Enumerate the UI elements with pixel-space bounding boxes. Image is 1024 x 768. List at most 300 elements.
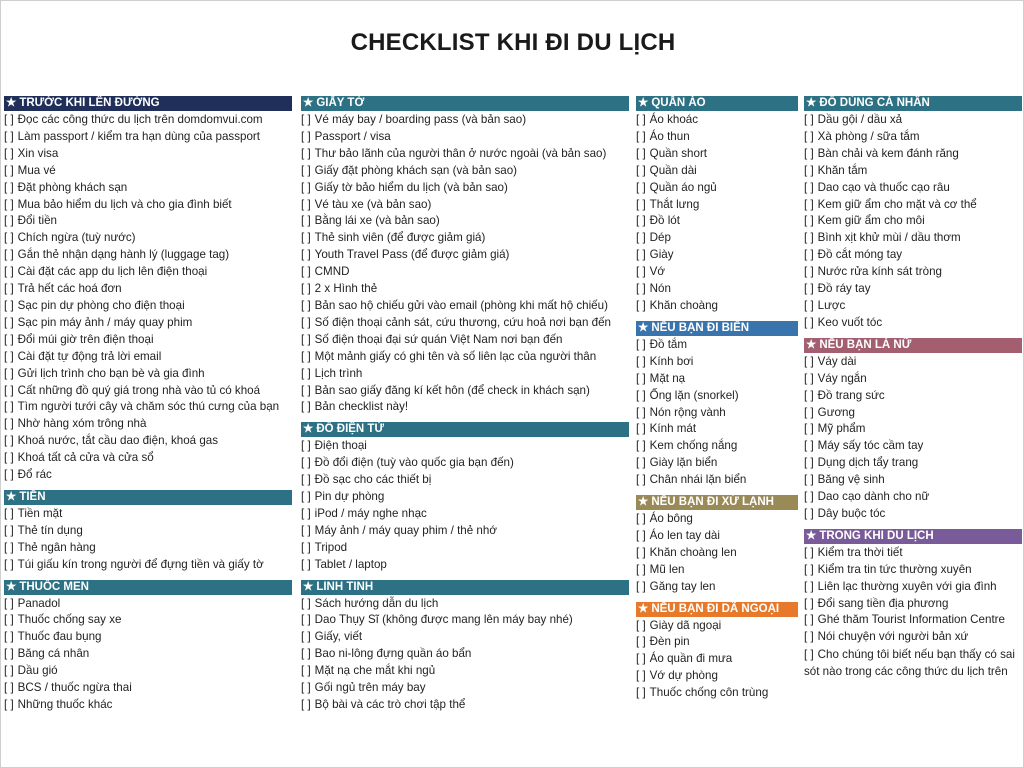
checkbox-icon[interactable]: [ ] [4, 630, 14, 644]
checklist-item[interactable] [301, 697, 629, 714]
checkbox-icon[interactable]: [ ] [636, 545, 646, 559]
checklist [4, 506, 292, 574]
star-icon: ★ [303, 580, 314, 593]
checkbox-icon[interactable]: [ ] [804, 422, 814, 436]
checkbox-icon[interactable]: [ ] [301, 113, 311, 126]
checkbox-icon[interactable]: [ ] [301, 647, 311, 661]
checklist-item[interactable] [804, 281, 1022, 298]
checkbox-icon[interactable]: [ ] [804, 579, 814, 593]
checklist-item[interactable] [804, 646, 1022, 680]
checklist-item[interactable] [4, 523, 292, 540]
section-title: THUỐC MEN [19, 580, 89, 593]
checklist-item[interactable] [301, 399, 629, 416]
checklist-item-label: Đồ sạc cho các thiết bị [314, 473, 432, 487]
checklist-item[interactable] [301, 506, 629, 523]
checklist-item[interactable] [301, 366, 629, 383]
checklist-item[interactable] [4, 112, 292, 129]
checkbox-icon[interactable]: [ ] [636, 422, 646, 436]
checklist-item[interactable] [804, 298, 1022, 315]
checkbox-icon[interactable]: [ ] [804, 248, 814, 262]
checkbox-icon[interactable]: [ ] [804, 506, 814, 520]
checklist-item[interactable] [301, 163, 629, 180]
checklist-item[interactable] [4, 506, 292, 523]
checkbox-icon[interactable]: [ ] [4, 400, 14, 414]
checkbox-icon[interactable]: [ ] [4, 129, 14, 143]
checklist-item[interactable] [4, 213, 292, 230]
checklist-item[interactable] [804, 579, 1022, 596]
checkbox-icon[interactable]: [ ] [804, 354, 814, 368]
checkbox-icon[interactable]: [ ] [4, 265, 14, 279]
checkbox-icon[interactable]: [ ] [804, 613, 814, 627]
checklist-item[interactable] [301, 315, 629, 332]
checkbox-icon[interactable]: [ ] [4, 383, 14, 397]
checklist-item[interactable] [4, 281, 292, 298]
section-header [636, 495, 798, 510]
section-header [301, 96, 629, 111]
checklist-item-label: Đồ đổi điện (tuỳ vào quốc gia bạn đến) [314, 456, 514, 470]
section-title: ĐỒ DÙNG CÁ NHÂN [819, 97, 930, 109]
checkbox-icon[interactable]: [ ] [804, 490, 814, 504]
checklist [4, 596, 292, 714]
checkbox-icon[interactable]: [ ] [636, 686, 646, 700]
checkbox-icon[interactable]: [ ] [636, 248, 646, 262]
checklist-item-label: Cho chúng tôi biết nếu bạn thấy có sai sót nào trong các công thức du lịch trên [804, 648, 1015, 679]
section-title: GIẤY TỜ [316, 97, 365, 109]
checklist-item[interactable] [636, 354, 798, 371]
checklist-item[interactable] [636, 213, 798, 230]
checkbox-icon[interactable]: [ ] [4, 248, 14, 262]
checklist-item[interactable] [301, 383, 629, 400]
checkbox-icon[interactable]: [ ] [636, 405, 646, 419]
checklist-item[interactable] [301, 230, 629, 247]
checkbox-icon[interactable]: [ ] [301, 180, 311, 194]
checklist-item[interactable] [4, 680, 292, 697]
checklist-item-label: Sạc pin máy ảnh / máy quay phim [17, 315, 193, 329]
checklist-item[interactable] [301, 612, 629, 629]
checkbox-icon[interactable]: [ ] [804, 113, 814, 126]
checklist-item[interactable] [804, 197, 1022, 214]
checklist-item[interactable] [636, 472, 798, 489]
checklist-item[interactable] [4, 264, 292, 281]
checklist-item[interactable] [4, 467, 292, 484]
checklist-item[interactable] [636, 230, 798, 247]
checklist-item[interactable] [301, 146, 629, 163]
checkbox-icon[interactable]: [ ] [4, 434, 14, 448]
checklist-item-label: Giấy tờ bảo hiểm du lịch (và bản sao) [314, 180, 508, 194]
checkbox-icon[interactable]: [ ] [4, 451, 14, 465]
checklist-item[interactable] [804, 112, 1022, 129]
checklist-item[interactable] [4, 315, 292, 332]
checklist-item-label: Găng tay len [649, 579, 716, 593]
checkbox-icon[interactable]: [ ] [301, 214, 311, 228]
checkbox-icon[interactable]: [ ] [301, 163, 311, 177]
checkbox-icon[interactable]: [ ] [4, 523, 14, 537]
checklist-item-label: Thẻ tín dụng [17, 523, 83, 537]
checklist-item-label: Đổ rác [17, 468, 52, 482]
checklist-item[interactable] [636, 180, 798, 197]
checkbox-icon[interactable]: [ ] [804, 315, 814, 329]
checklist-item[interactable] [301, 557, 629, 574]
checklist-item[interactable] [804, 455, 1022, 472]
checkbox-icon[interactable]: [ ] [4, 468, 14, 482]
checklist-item-label: Trả hết các hoá đơn [17, 282, 122, 296]
checklist-item[interactable] [4, 663, 292, 680]
checklist-item[interactable] [804, 354, 1022, 371]
checkbox-icon[interactable]: [ ] [636, 456, 646, 470]
checklist-item[interactable] [4, 383, 292, 400]
checkbox-icon[interactable]: [ ] [4, 197, 14, 211]
star-icon: ★ [638, 97, 649, 109]
checklist-item[interactable] [804, 489, 1022, 506]
checkbox-icon[interactable]: [ ] [4, 681, 14, 695]
checklist-item[interactable] [4, 332, 292, 349]
checklist-item[interactable] [804, 612, 1022, 629]
checklist-item-label: Kính mát [649, 422, 697, 436]
checklist-item[interactable] [4, 230, 292, 247]
checklist-item[interactable] [4, 433, 292, 450]
checklist-item[interactable] [804, 596, 1022, 613]
checkbox-icon[interactable]: [ ] [4, 146, 14, 160]
checklist-item[interactable] [4, 612, 292, 629]
checklist-item-label: Dầu gió [17, 664, 58, 678]
checkbox-icon[interactable]: [ ] [804, 456, 814, 470]
checkbox-icon[interactable]: [ ] [804, 405, 814, 419]
section-header [636, 602, 798, 617]
checkbox-icon[interactable]: [ ] [4, 231, 14, 245]
checkbox-icon[interactable]: [ ] [636, 337, 646, 351]
checklist-item[interactable] [4, 163, 292, 180]
checklist-item-label: Những thuốc khác [17, 698, 113, 711]
checklist-item[interactable] [636, 651, 798, 668]
checkbox-icon[interactable]: [ ] [301, 231, 311, 245]
checkbox-icon[interactable]: [ ] [301, 315, 311, 329]
checkbox-icon[interactable]: [ ] [301, 248, 311, 262]
checkbox-icon[interactable]: [ ] [804, 163, 814, 177]
checkbox-icon[interactable]: [ ] [636, 388, 646, 402]
checkbox-icon[interactable]: [ ] [804, 265, 814, 279]
checkbox-icon[interactable]: [ ] [301, 664, 311, 678]
checklist-item[interactable] [301, 180, 629, 197]
checkbox-icon[interactable]: [ ] [636, 214, 646, 228]
checklist-item[interactable] [636, 337, 798, 354]
checklist-item[interactable] [804, 264, 1022, 281]
checkbox-icon[interactable]: [ ] [804, 129, 814, 143]
checklist-item[interactable] [804, 163, 1022, 180]
checklist-item[interactable] [636, 421, 798, 438]
checklist-item-label: Nói chuyện với người bản xứ [817, 630, 969, 644]
checklist-item[interactable] [636, 685, 798, 702]
checkbox-icon[interactable]: [ ] [301, 265, 311, 279]
checkbox-icon[interactable]: [ ] [804, 562, 814, 576]
checkbox-icon[interactable]: [ ] [4, 113, 14, 126]
checkbox-icon[interactable]: [ ] [4, 315, 14, 329]
checkbox-icon[interactable]: [ ] [636, 652, 646, 666]
checklist-item[interactable] [4, 197, 292, 214]
checklist-item[interactable] [804, 371, 1022, 388]
checklist-item[interactable] [4, 629, 292, 646]
checkbox-icon[interactable]: [ ] [804, 596, 814, 610]
checkbox-icon[interactable]: [ ] [301, 630, 311, 644]
checklist-item[interactable] [301, 332, 629, 349]
star-icon: ★ [806, 97, 817, 109]
checklist-item[interactable] [804, 213, 1022, 230]
checklist-item[interactable] [636, 247, 798, 264]
checklist-item[interactable] [804, 421, 1022, 438]
checkbox-icon[interactable]: [ ] [4, 506, 14, 520]
checkbox-icon[interactable]: [ ] [301, 400, 311, 414]
column-3 [636, 96, 798, 708]
checkbox-icon[interactable]: [ ] [4, 596, 14, 610]
checkbox-icon[interactable]: [ ] [636, 562, 646, 576]
checkbox-icon[interactable]: [ ] [4, 664, 14, 678]
checkbox-icon[interactable]: [ ] [4, 366, 14, 380]
checkbox-icon[interactable]: [ ] [636, 528, 646, 542]
checkbox-icon[interactable]: [ ] [636, 163, 646, 177]
checkbox-icon[interactable]: [ ] [301, 366, 311, 380]
checklist-item[interactable] [804, 129, 1022, 146]
checkbox-icon[interactable]: [ ] [301, 146, 311, 160]
checklist-item[interactable] [301, 281, 629, 298]
checklist-item[interactable] [804, 247, 1022, 264]
checklist-item[interactable] [301, 438, 629, 455]
checkbox-icon[interactable]: [ ] [4, 540, 14, 554]
checkbox-icon[interactable]: [ ] [804, 197, 814, 211]
checklist-item[interactable] [636, 528, 798, 545]
checklist-item[interactable] [636, 371, 798, 388]
checkbox-icon[interactable]: [ ] [636, 371, 646, 385]
checklist-item-label: Váy dài [817, 354, 857, 368]
checklist-item[interactable] [636, 405, 798, 422]
checklist-item[interactable] [4, 349, 292, 366]
checkbox-icon[interactable]: [ ] [301, 473, 311, 487]
checklist-item[interactable] [804, 405, 1022, 422]
checkbox-icon[interactable]: [ ] [4, 647, 14, 661]
checklist-item[interactable] [636, 112, 798, 129]
checkbox-icon[interactable]: [ ] [636, 473, 646, 487]
checkbox-icon[interactable]: [ ] [804, 439, 814, 453]
checklist-item[interactable] [4, 399, 292, 416]
checkbox-icon[interactable]: [ ] [804, 146, 814, 160]
checklist-item[interactable] [804, 506, 1022, 523]
checklist-item-label: Sạc pin dự phòng cho điện thoại [17, 298, 185, 312]
checklist-item[interactable] [636, 438, 798, 455]
checkbox-icon[interactable]: [ ] [636, 180, 646, 194]
checklist-item[interactable] [301, 197, 629, 214]
checkbox-icon[interactable]: [ ] [636, 618, 646, 632]
checklist-item-label: Vé máy bay / boarding pass (và bản sao) [314, 113, 527, 126]
checklist-item[interactable] [636, 579, 798, 596]
checkbox-icon[interactable]: [ ] [301, 456, 311, 470]
checkbox-icon[interactable]: [ ] [301, 698, 311, 711]
checkbox-icon[interactable]: [ ] [804, 630, 814, 644]
checklist-item[interactable] [301, 213, 629, 230]
checkbox-icon[interactable]: [ ] [301, 596, 311, 610]
checklist-item[interactable] [301, 472, 629, 489]
checklist-item[interactable] [301, 523, 629, 540]
checkbox-icon[interactable]: [ ] [301, 613, 311, 627]
checklist-item[interactable] [804, 562, 1022, 579]
checkbox-icon[interactable]: [ ] [636, 129, 646, 143]
star-icon: ★ [638, 321, 649, 334]
checklist-item-label: Quần dài [649, 163, 697, 177]
checklist-item[interactable] [301, 349, 629, 366]
checkbox-icon[interactable]: [ ] [4, 698, 14, 711]
checklist-item[interactable] [804, 230, 1022, 247]
checklist-item[interactable] [4, 247, 292, 264]
checkbox-icon[interactable]: [ ] [804, 282, 814, 296]
checklist-item[interactable] [636, 163, 798, 180]
checkbox-icon[interactable]: [ ] [804, 473, 814, 487]
section-header [636, 96, 798, 111]
checklist-item[interactable] [301, 264, 629, 281]
section-header [301, 422, 629, 437]
checklist-item[interactable] [4, 129, 292, 146]
checkbox-icon[interactable]: [ ] [804, 298, 814, 312]
checkbox-icon[interactable]: [ ] [4, 282, 14, 296]
checkbox-icon[interactable]: [ ] [804, 388, 814, 402]
checklist-item[interactable] [4, 540, 292, 557]
checklist-item[interactable] [301, 663, 629, 680]
checklist-item[interactable] [4, 596, 292, 613]
checklist-item[interactable] [4, 697, 292, 714]
checkbox-icon[interactable]: [ ] [804, 180, 814, 194]
checkbox-icon[interactable]: [ ] [636, 113, 646, 126]
checklist-item[interactable] [636, 455, 798, 472]
checkbox-icon[interactable]: [ ] [4, 163, 14, 177]
checkbox-icon[interactable]: [ ] [636, 354, 646, 368]
checkbox-icon[interactable]: [ ] [301, 298, 311, 312]
checkbox-icon[interactable]: [ ] [301, 557, 311, 571]
checklist-item[interactable] [301, 455, 629, 472]
checkbox-icon[interactable]: [ ] [636, 512, 646, 526]
checklist-item-label: Gửi lịch trình cho bạn bè và gia đình [17, 366, 205, 380]
checkbox-icon[interactable]: [ ] [804, 648, 814, 662]
checklist-item[interactable] [636, 197, 798, 214]
checkbox-icon[interactable]: [ ] [4, 214, 14, 228]
checkbox-icon[interactable]: [ ] [301, 383, 311, 397]
checklist-item[interactable] [301, 489, 629, 506]
checklist-item[interactable] [301, 629, 629, 646]
checkbox-icon[interactable]: [ ] [636, 231, 646, 245]
checklist-item-label: Cài đặt tự động trả lời email [17, 349, 162, 363]
checklist-item[interactable] [804, 180, 1022, 197]
checklist-item-label: Cài đặt các app du lịch lên điện thoại [17, 265, 208, 279]
checklist-item-label: Mỹ phẩm [817, 422, 866, 436]
checkbox-icon[interactable]: [ ] [4, 417, 14, 431]
checklist-item[interactable] [301, 596, 629, 613]
checklist-item[interactable] [301, 247, 629, 264]
checklist-item[interactable] [636, 668, 798, 685]
checkbox-icon[interactable]: [ ] [636, 635, 646, 649]
checklist-item[interactable] [4, 366, 292, 383]
checklist-item-label: Bàn chải và kem đánh răng [817, 146, 959, 160]
checklist-item[interactable] [4, 646, 292, 663]
checkbox-icon[interactable]: [ ] [301, 129, 311, 143]
checklist-item[interactable] [4, 557, 292, 574]
checkbox-icon[interactable]: [ ] [4, 332, 14, 346]
checklist-item[interactable] [301, 112, 629, 129]
checkbox-icon[interactable]: [ ] [636, 298, 646, 312]
checklist-item[interactable] [636, 562, 798, 579]
checklist-item-label: Khăn choàng len [649, 545, 737, 559]
checklist-item[interactable] [636, 618, 798, 635]
checkbox-icon[interactable]: [ ] [301, 490, 311, 504]
checkbox-icon[interactable]: [ ] [4, 298, 14, 312]
checklist-item[interactable] [301, 298, 629, 315]
checklist-item[interactable] [804, 545, 1022, 562]
checkbox-icon[interactable]: [ ] [804, 214, 814, 228]
checkbox-icon[interactable]: [ ] [301, 349, 311, 363]
checklist-item-label: Nước rửa kính sát tròng [817, 265, 942, 279]
checklist-item-label: Vớ [649, 265, 666, 279]
checklist-item-label: Vớ dự phòng [649, 669, 718, 683]
checklist-item[interactable] [4, 180, 292, 197]
checklist-item[interactable] [636, 146, 798, 163]
checklist-item-label: Đặt phòng khách sạn [17, 180, 128, 194]
checklist-item[interactable] [4, 416, 292, 433]
checkbox-icon[interactable]: [ ] [804, 231, 814, 245]
checkbox-icon[interactable]: [ ] [301, 197, 311, 211]
checklist-item[interactable] [301, 680, 629, 697]
checkbox-icon[interactable]: [ ] [301, 282, 311, 296]
checkbox-icon[interactable]: [ ] [301, 506, 311, 520]
checklist-item[interactable] [804, 472, 1022, 489]
checkbox-icon[interactable]: [ ] [636, 146, 646, 160]
checklist-item[interactable] [4, 298, 292, 315]
checkbox-icon[interactable]: [ ] [4, 349, 14, 363]
checkbox-icon[interactable]: [ ] [301, 540, 311, 554]
checkbox-icon[interactable]: [ ] [636, 579, 646, 593]
checklist-item[interactable] [301, 540, 629, 557]
checklist-item[interactable] [804, 146, 1022, 163]
checklist-item[interactable] [636, 129, 798, 146]
checklist-item[interactable] [301, 129, 629, 146]
checkbox-icon[interactable]: [ ] [4, 557, 14, 571]
checklist-item[interactable] [636, 298, 798, 315]
checklist-item[interactable] [636, 388, 798, 405]
checklist-item[interactable] [804, 388, 1022, 405]
checklist-item[interactable] [636, 511, 798, 528]
checkbox-icon[interactable]: [ ] [636, 282, 646, 296]
checkbox-icon[interactable]: [ ] [301, 681, 311, 695]
checkbox-icon[interactable]: [ ] [636, 197, 646, 211]
checklist-item[interactable] [636, 545, 798, 562]
checkbox-icon[interactable]: [ ] [636, 265, 646, 279]
checklist-item[interactable] [804, 629, 1022, 646]
checkbox-icon[interactable]: [ ] [804, 371, 814, 385]
checkbox-icon[interactable]: [ ] [301, 439, 311, 453]
checklist-item-label: Tiền mặt [17, 506, 63, 520]
checkbox-icon[interactable]: [ ] [4, 613, 14, 627]
section-header [636, 321, 798, 336]
checklist-item[interactable] [636, 634, 798, 651]
checklist [636, 337, 798, 489]
checklist-item[interactable] [636, 281, 798, 298]
checklist-item-label: Đồ tắm [649, 337, 688, 351]
checkbox-icon[interactable]: [ ] [636, 439, 646, 453]
checkbox-icon[interactable]: [ ] [4, 180, 14, 194]
checkbox-icon[interactable]: [ ] [301, 332, 311, 346]
checkbox-icon[interactable]: [ ] [804, 545, 814, 559]
checklist-item[interactable] [4, 450, 292, 467]
checklist-item[interactable] [4, 146, 292, 163]
checklist-item[interactable] [804, 315, 1022, 332]
checklist-item[interactable] [804, 438, 1022, 455]
checkbox-icon[interactable]: [ ] [636, 669, 646, 683]
checkbox-icon[interactable]: [ ] [301, 523, 311, 537]
checklist-item[interactable] [636, 264, 798, 281]
checklist-item[interactable] [301, 646, 629, 663]
